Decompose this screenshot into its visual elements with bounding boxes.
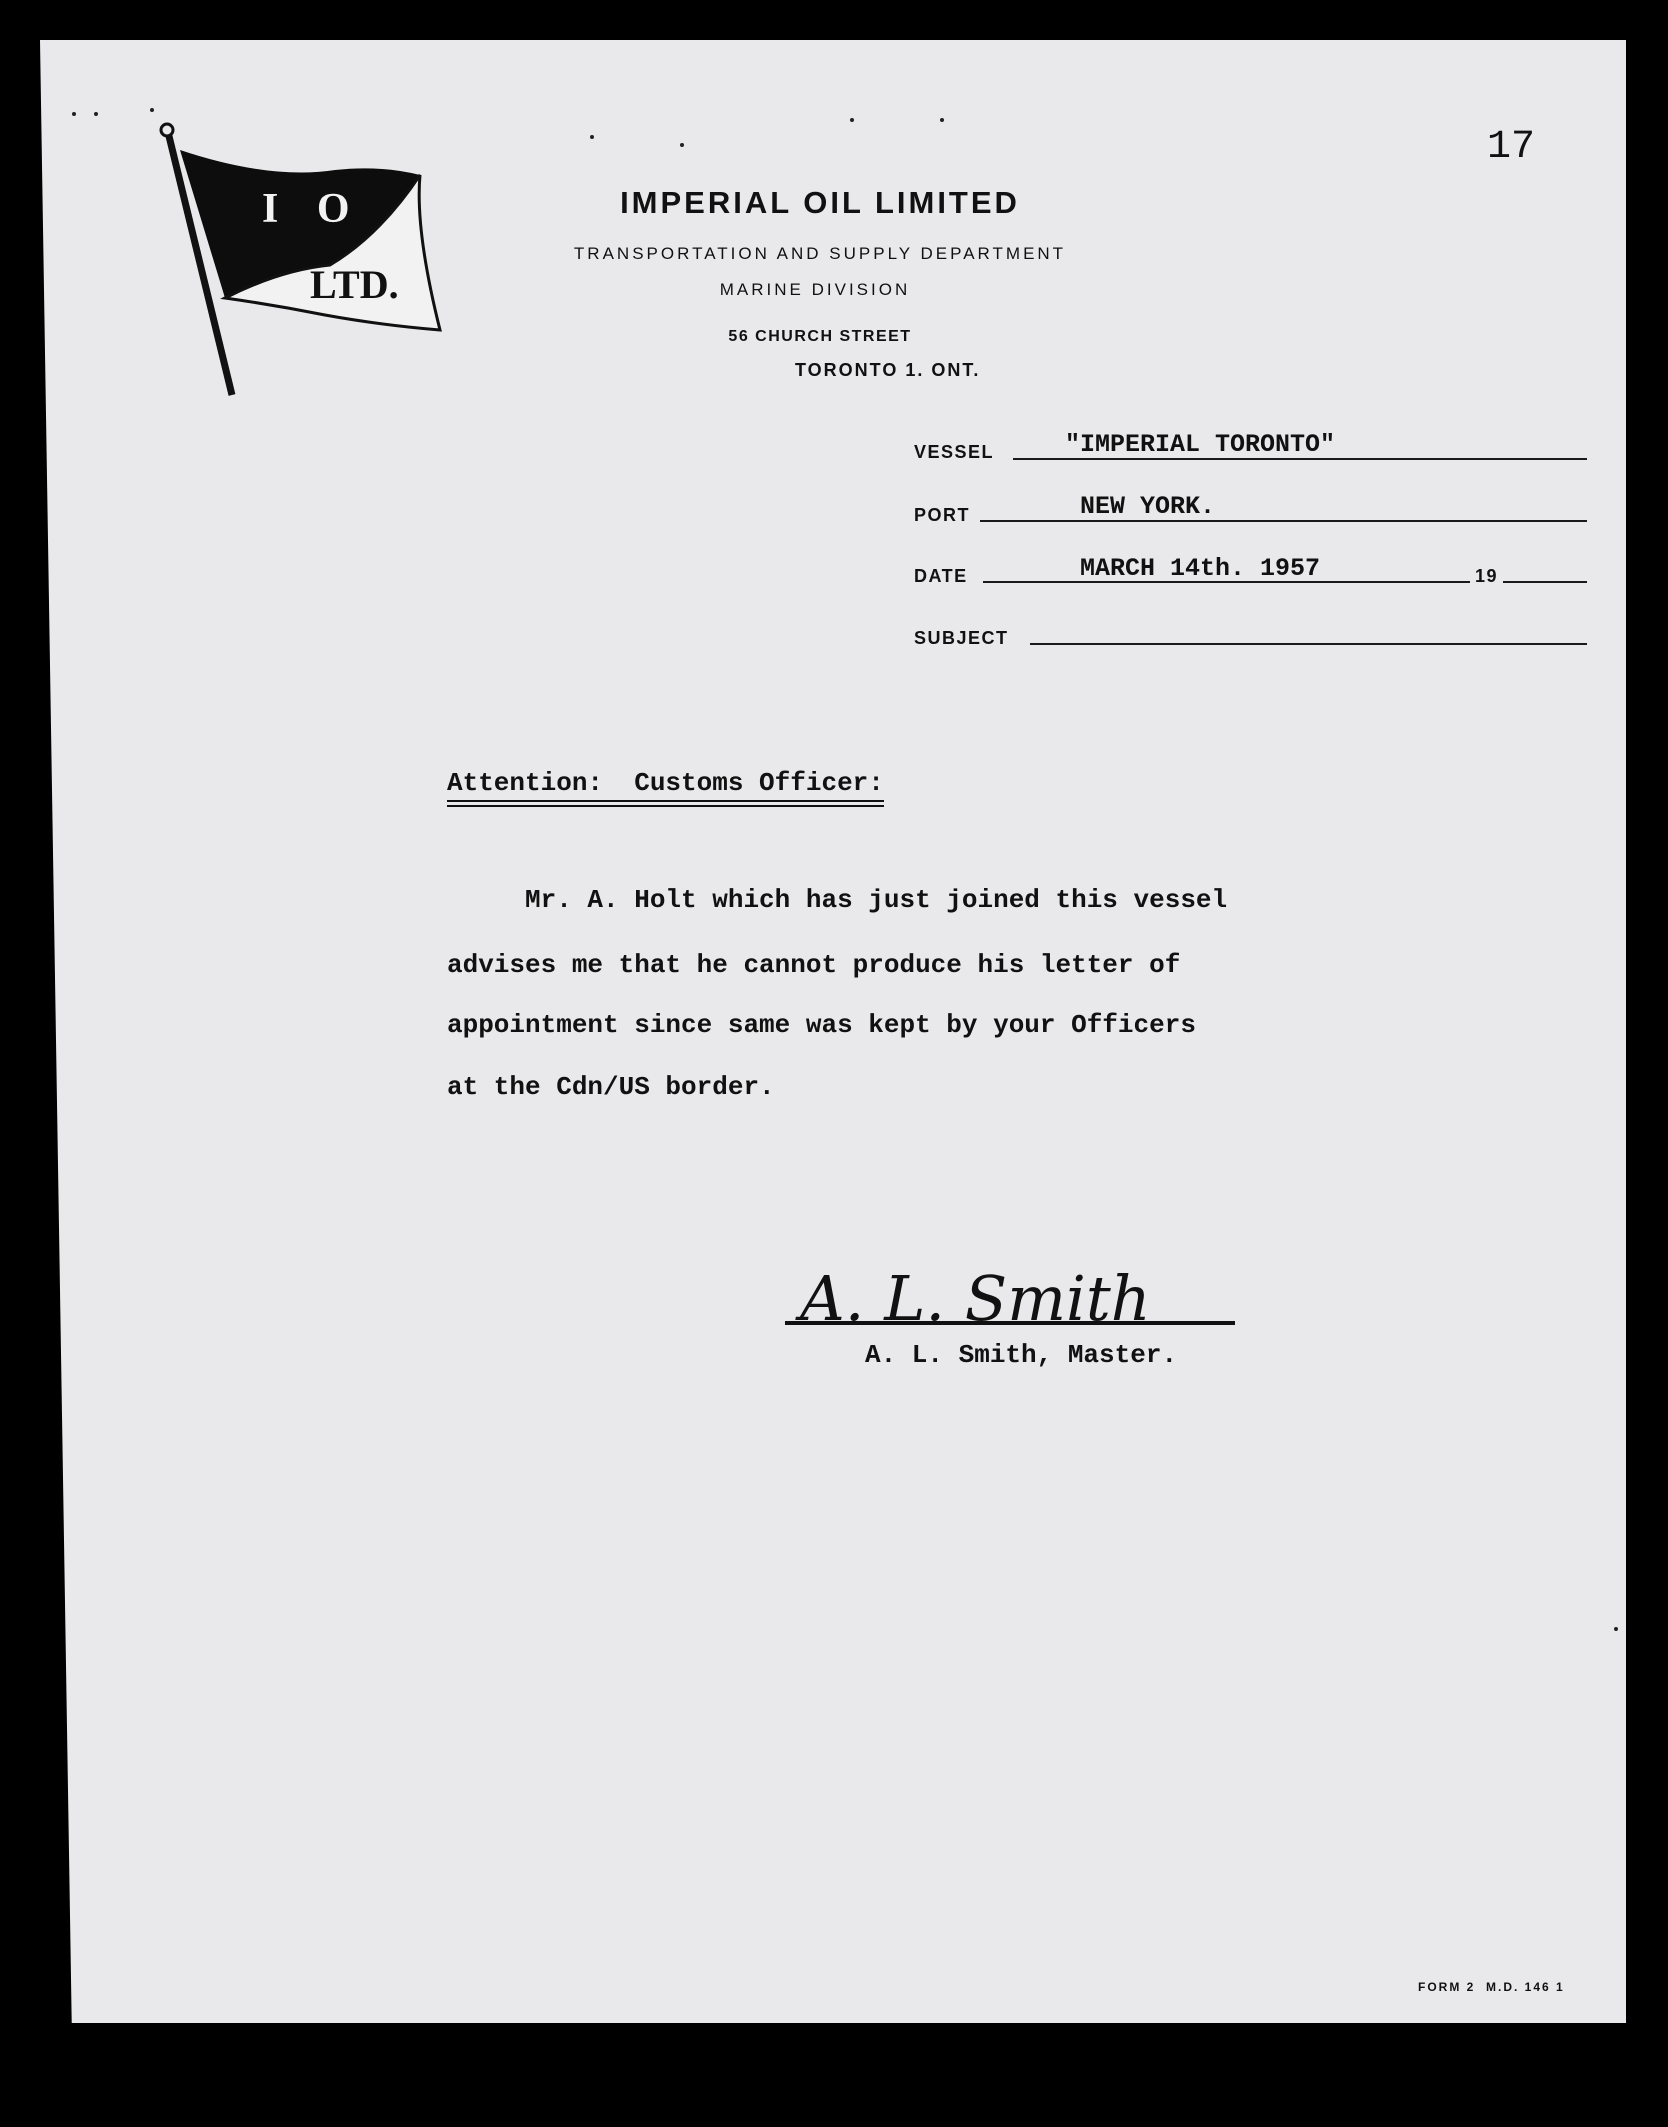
handwritten-signature bbox=[780, 1250, 1240, 1350]
vessel-value: "IMPERIAL TORONTO" bbox=[1065, 430, 1336, 459]
body-line: Mr. A. Holt which has just joined this vessel bbox=[447, 885, 1228, 915]
body-line: appointment since same was kept by your Officers bbox=[447, 1010, 1196, 1040]
city-address: TORONTO 1. ONT. bbox=[795, 360, 981, 380]
port-value: NEW YORK. bbox=[1080, 492, 1216, 521]
port-label: PORT bbox=[914, 505, 971, 525]
subject-rule bbox=[1030, 643, 1587, 645]
street-address: 56 CHURCH STREET bbox=[728, 328, 912, 345]
logo-text-ltd: LTD. bbox=[310, 262, 399, 307]
page-number: 17 bbox=[1487, 125, 1536, 170]
department-name: TRANSPORTATION AND SUPPLY DEPARTMENT bbox=[573, 244, 1067, 263]
imperial-oil-flag-logo bbox=[150, 120, 450, 410]
year-rule bbox=[1503, 581, 1587, 583]
body-line: at the Cdn/US border. bbox=[447, 1072, 775, 1102]
attention-double-underline bbox=[447, 805, 884, 807]
signature-text: A. L. Smith bbox=[800, 1262, 1151, 1335]
body-line: advises me that he cannot produce his letter of bbox=[447, 950, 1181, 980]
year-prefix: 19 bbox=[1475, 566, 1499, 586]
division-name: MARINE DIVISION bbox=[719, 280, 911, 299]
company-name: IMPERIAL OIL LIMITED bbox=[620, 185, 1020, 220]
date-value: MARCH 14th. 1957 bbox=[1080, 554, 1321, 583]
subject-label: SUBJECT bbox=[914, 628, 1009, 648]
logo-text-io: I O bbox=[262, 186, 364, 232]
vessel-label: VESSEL bbox=[914, 442, 995, 462]
attention-underline bbox=[447, 800, 884, 802]
attention-line: Attention: Customs Officer: bbox=[447, 768, 884, 798]
signer-name: A. L. Smith, Master. bbox=[865, 1340, 1178, 1370]
port-rule bbox=[980, 520, 1587, 522]
form-code: FORM 2 M.D. 146 1 bbox=[1418, 1980, 1565, 1994]
date-label: DATE bbox=[914, 566, 968, 586]
